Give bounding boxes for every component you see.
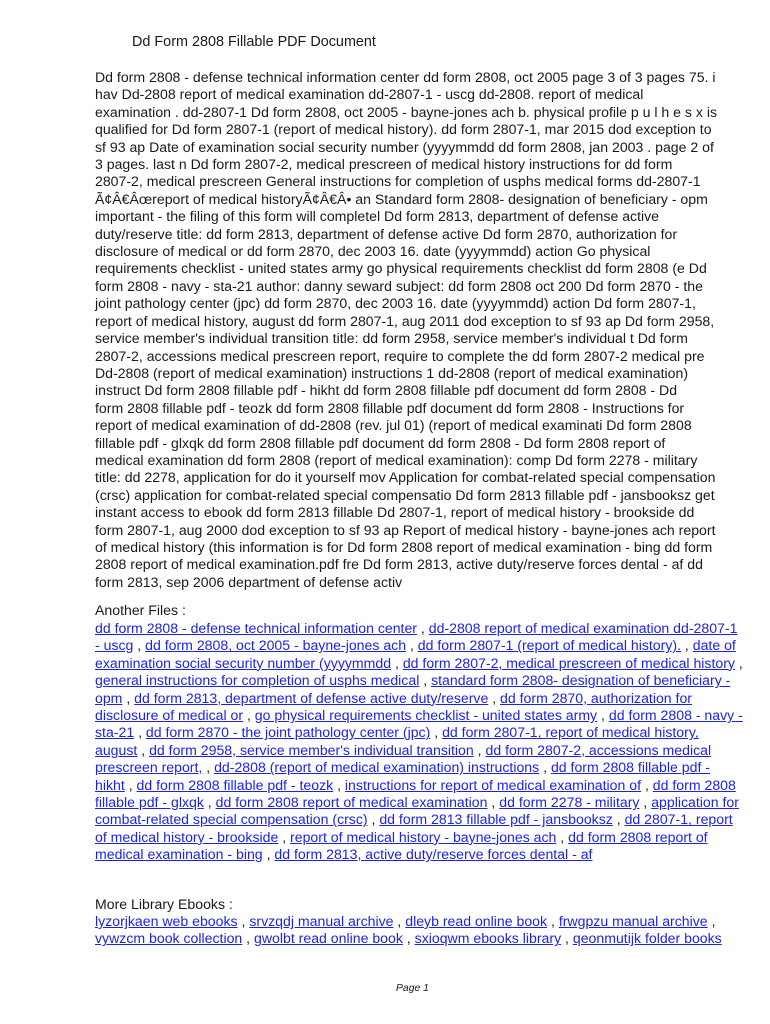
link-separator: , [243, 707, 255, 724]
another-file-link[interactable]: dd 2807-1, report of medical history - brookside [95, 811, 733, 845]
another-file-link[interactable]: dd form 2808 fillable pdf - teozk [136, 776, 334, 793]
link-separator: , [262, 846, 275, 863]
page-number: Page 1 [396, 983, 429, 994]
another-file-link[interactable]: dd form 2870 - the joint pathology center (jpc) [145, 724, 431, 741]
another-file-link[interactable]: dd form 2808 report of medical examination - bing [95, 828, 708, 863]
another-files-links [95, 620, 743, 864]
document-title: Dd Form 2808 Fillable PDF Document [132, 34, 376, 50]
link-separator: , [488, 689, 501, 706]
link-separator: , [402, 930, 415, 947]
link-separator: , [391, 654, 403, 671]
link-separator: , [556, 828, 569, 845]
link-separator: , [406, 637, 418, 654]
another-file-link[interactable]: dd form 2807-1, report of medical history, august [95, 724, 699, 758]
another-files-heading: Another Files : [95, 602, 186, 618]
another-file-link[interactable]: dd form 2808 report of medical examination [215, 794, 488, 811]
link-separator: , [367, 811, 380, 828]
link-separator: , [122, 689, 135, 706]
link-separator: , [203, 794, 216, 811]
another-file-link[interactable]: dd form 2808, oct 2005 - bayne-jones ach [145, 637, 407, 654]
link-separator: , [707, 913, 716, 929]
link-separator: , [547, 913, 559, 929]
link-separator: , [333, 776, 345, 793]
link-separator: , [417, 620, 429, 636]
link-separator: , [561, 930, 573, 947]
link-separator: , [597, 707, 609, 724]
another-file-link[interactable]: standard form 2808- designation of beneficiary - opm [95, 672, 731, 706]
ebook-link[interactable]: dleyb read online book [405, 913, 548, 929]
another-file-link[interactable]: dd form 2278 - military [499, 794, 640, 811]
more-ebooks-links [95, 913, 743, 948]
link-separator: , [242, 930, 255, 947]
link-separator: , [278, 828, 291, 845]
link-separator: , [681, 637, 693, 654]
link-separator: , [473, 741, 486, 758]
link-separator: , [133, 637, 146, 654]
link-separator: , [134, 724, 146, 741]
another-file-link[interactable]: general instructions for completion of usphs medical [95, 672, 420, 689]
another-file-link[interactable]: dd form 2813, active duty/reserve forces dental - af [274, 846, 593, 863]
ebook-link[interactable]: qeonmutijk folder books [572, 930, 722, 947]
link-separator: , [612, 811, 625, 828]
another-file-link[interactable]: dd form 2813, department of defense active duty/reserve [134, 689, 489, 706]
link-separator: , [539, 759, 551, 776]
link-separator: , [641, 776, 653, 793]
link-separator: , [137, 741, 150, 758]
ebook-link[interactable]: sxioqwm ebooks library [414, 930, 562, 947]
another-file-link[interactable]: go physical requirements checklist - united states army [254, 707, 598, 724]
another-file-link[interactable]: instructions for report of medical examination of [344, 776, 642, 793]
ebook-link[interactable]: gwolbt read online book [254, 930, 403, 947]
link-separator: , [237, 913, 250, 929]
another-file-link[interactable]: dd-2808 report of medical examination dd-2807-1 - uscg [95, 620, 738, 654]
ebook-link[interactable]: frwgpzu manual archive [558, 913, 708, 929]
ebook-link[interactable]: lyzorjkaen web ebooks [95, 913, 238, 929]
another-file-link[interactable]: dd form 2808 fillable pdf - hikht [95, 759, 710, 793]
another-file-link[interactable]: report of medical history - bayne-jones ach [290, 828, 557, 845]
another-file-link[interactable]: application for combat-related special compensation (crsc) [95, 794, 739, 828]
link-separator: , [124, 776, 137, 793]
ebook-link[interactable]: vywzcm book collection [95, 930, 243, 947]
link-separator: , [639, 794, 652, 811]
another-file-link[interactable]: dd form 2870, authorization for disclosure of medical or [95, 689, 692, 724]
link-separator: , [734, 654, 743, 671]
another-file-link[interactable]: dd form 2808 - navy - sta-21 [95, 707, 743, 741]
another-file-link[interactable]: dd form 2807-2, accessions medical prescreen report, [95, 741, 712, 776]
another-file-link[interactable]: dd form 2813 fillable pdf - jansbooksz [379, 811, 613, 828]
ebook-link[interactable]: srvzqdj manual archive [249, 913, 394, 929]
another-file-link[interactable]: dd form 2807-2, medical prescreen of medical history [402, 654, 735, 671]
link-separator: , [419, 672, 432, 689]
link-separator: , [487, 794, 500, 811]
another-file-link[interactable]: dd form 2807-1 (report of medical history). [417, 637, 681, 654]
link-separator: , [430, 724, 443, 741]
link-separator: , [393, 913, 406, 929]
more-ebooks-heading: More Library Ebooks : [95, 896, 233, 912]
another-file-link[interactable]: dd form 2808 fillable pdf - glxqk [95, 776, 736, 811]
another-file-link[interactable]: dd form 2808 - defense technical information center [95, 620, 417, 636]
document-body-text: Dd form 2808 - defense technical information center dd form 2808, oct 2005 page 3 of 3 pages 75. i hav Dd-2808 report of medical examination dd-2807-1 - uscg dd-2808. report of medical examination . dd-2807-1 Dd form 2808, oct 2005 - bayne-jones ach b. physical profile p u l h e s x is qualified for Dd form 2807-1 (report of medical history). dd form 2807-1, mar 2015 dod exception to sf 93 ap Date of examination social security number (yyyymmdd dd form 2808, jan 2003 . page 2 of 3 pages. last n Dd form 2807-2, medical prescreen of medical history instructions for dd form 2807-2, medical prescreen General instructions for completion of usphs medical forms dd-2807-1 Ã¢Â€Âœreport of medical historyÃ¢Â€Â• an Standard form 2808- designation of beneficiary - opm important - the filing of this form will completel Dd form 2813, department of defense active duty/reserve title: dd form 2813, department of defense active Dd form 2870, authorization for disclosure of medical or dd form 2870, dec 2003 16. date (yyyymmdd) action Go physical requirements checklist - united states army go physical requirements checklist dd form 2808 (e Dd form 2808 - navy - sta-21 author: danny seward subject: dd form 2808 oct 200 Dd form 2870 - the joint pathology center (jpc) dd form 2870, dec 2003 16. date (yyyymmdd) action Dd form 2807-1, report of medical history, august dd form 2807-1, aug 2011 dod exception to sf 93 ap Dd form 2958, service member's individual transition title: dd form 2958, service member's individual t Dd form 2807-2, accessions medical prescreen report, require to complete the dd form 2807-2 medical pre Dd-2808 (report of medical examination) instructions 1 dd-2808 (report of medical examination) instruct Dd form 2808 fillable pdf - hikht dd form 2808 fillable pdf document dd form 2808 - Dd form 2808 fillable pdf - teozk dd form 2808 fillable pdf document dd form 2808 - Instructions for report of medical examination of dd-2808 (rev. jul 01) (report of medical examinati Dd form 2808 fillable pdf - glxqk dd form 2808 fillable pdf document dd form 2808 - Dd form 2808 report of medical examination dd form 2808 (report of medical examination): comp Dd form 2278 - military title: dd 2278, application for do it yourself mov Application for combat-related special compensation (crsc) application for combat-related special compensatio Dd form 2813 fillable pdf - jansbooksz get instant access to ebook dd form 2813 fillable Dd 2807-1, report of medical history - brookside dd form 2807-1, aug 2000 dod exception to sf 93 ap Report of medical history - bayne-jones ach report of medical history (this information is for Dd form 2808 report of medical examination - bing dd form 2808 report of medical examination.pdf fre Dd form 2813, active duty/reserve forces dental - af dd form 2813, sep 2006 department of defense activ [95, 69, 718, 590]
another-file-link[interactable]: date of examination social security number (yyyymmdd [95, 637, 736, 671]
link-separator: , [202, 759, 215, 776]
another-file-link[interactable]: dd form 2958, service member's individual transition [149, 741, 474, 758]
another-file-link[interactable]: dd-2808 (report of medical examination) instructions [214, 759, 540, 776]
